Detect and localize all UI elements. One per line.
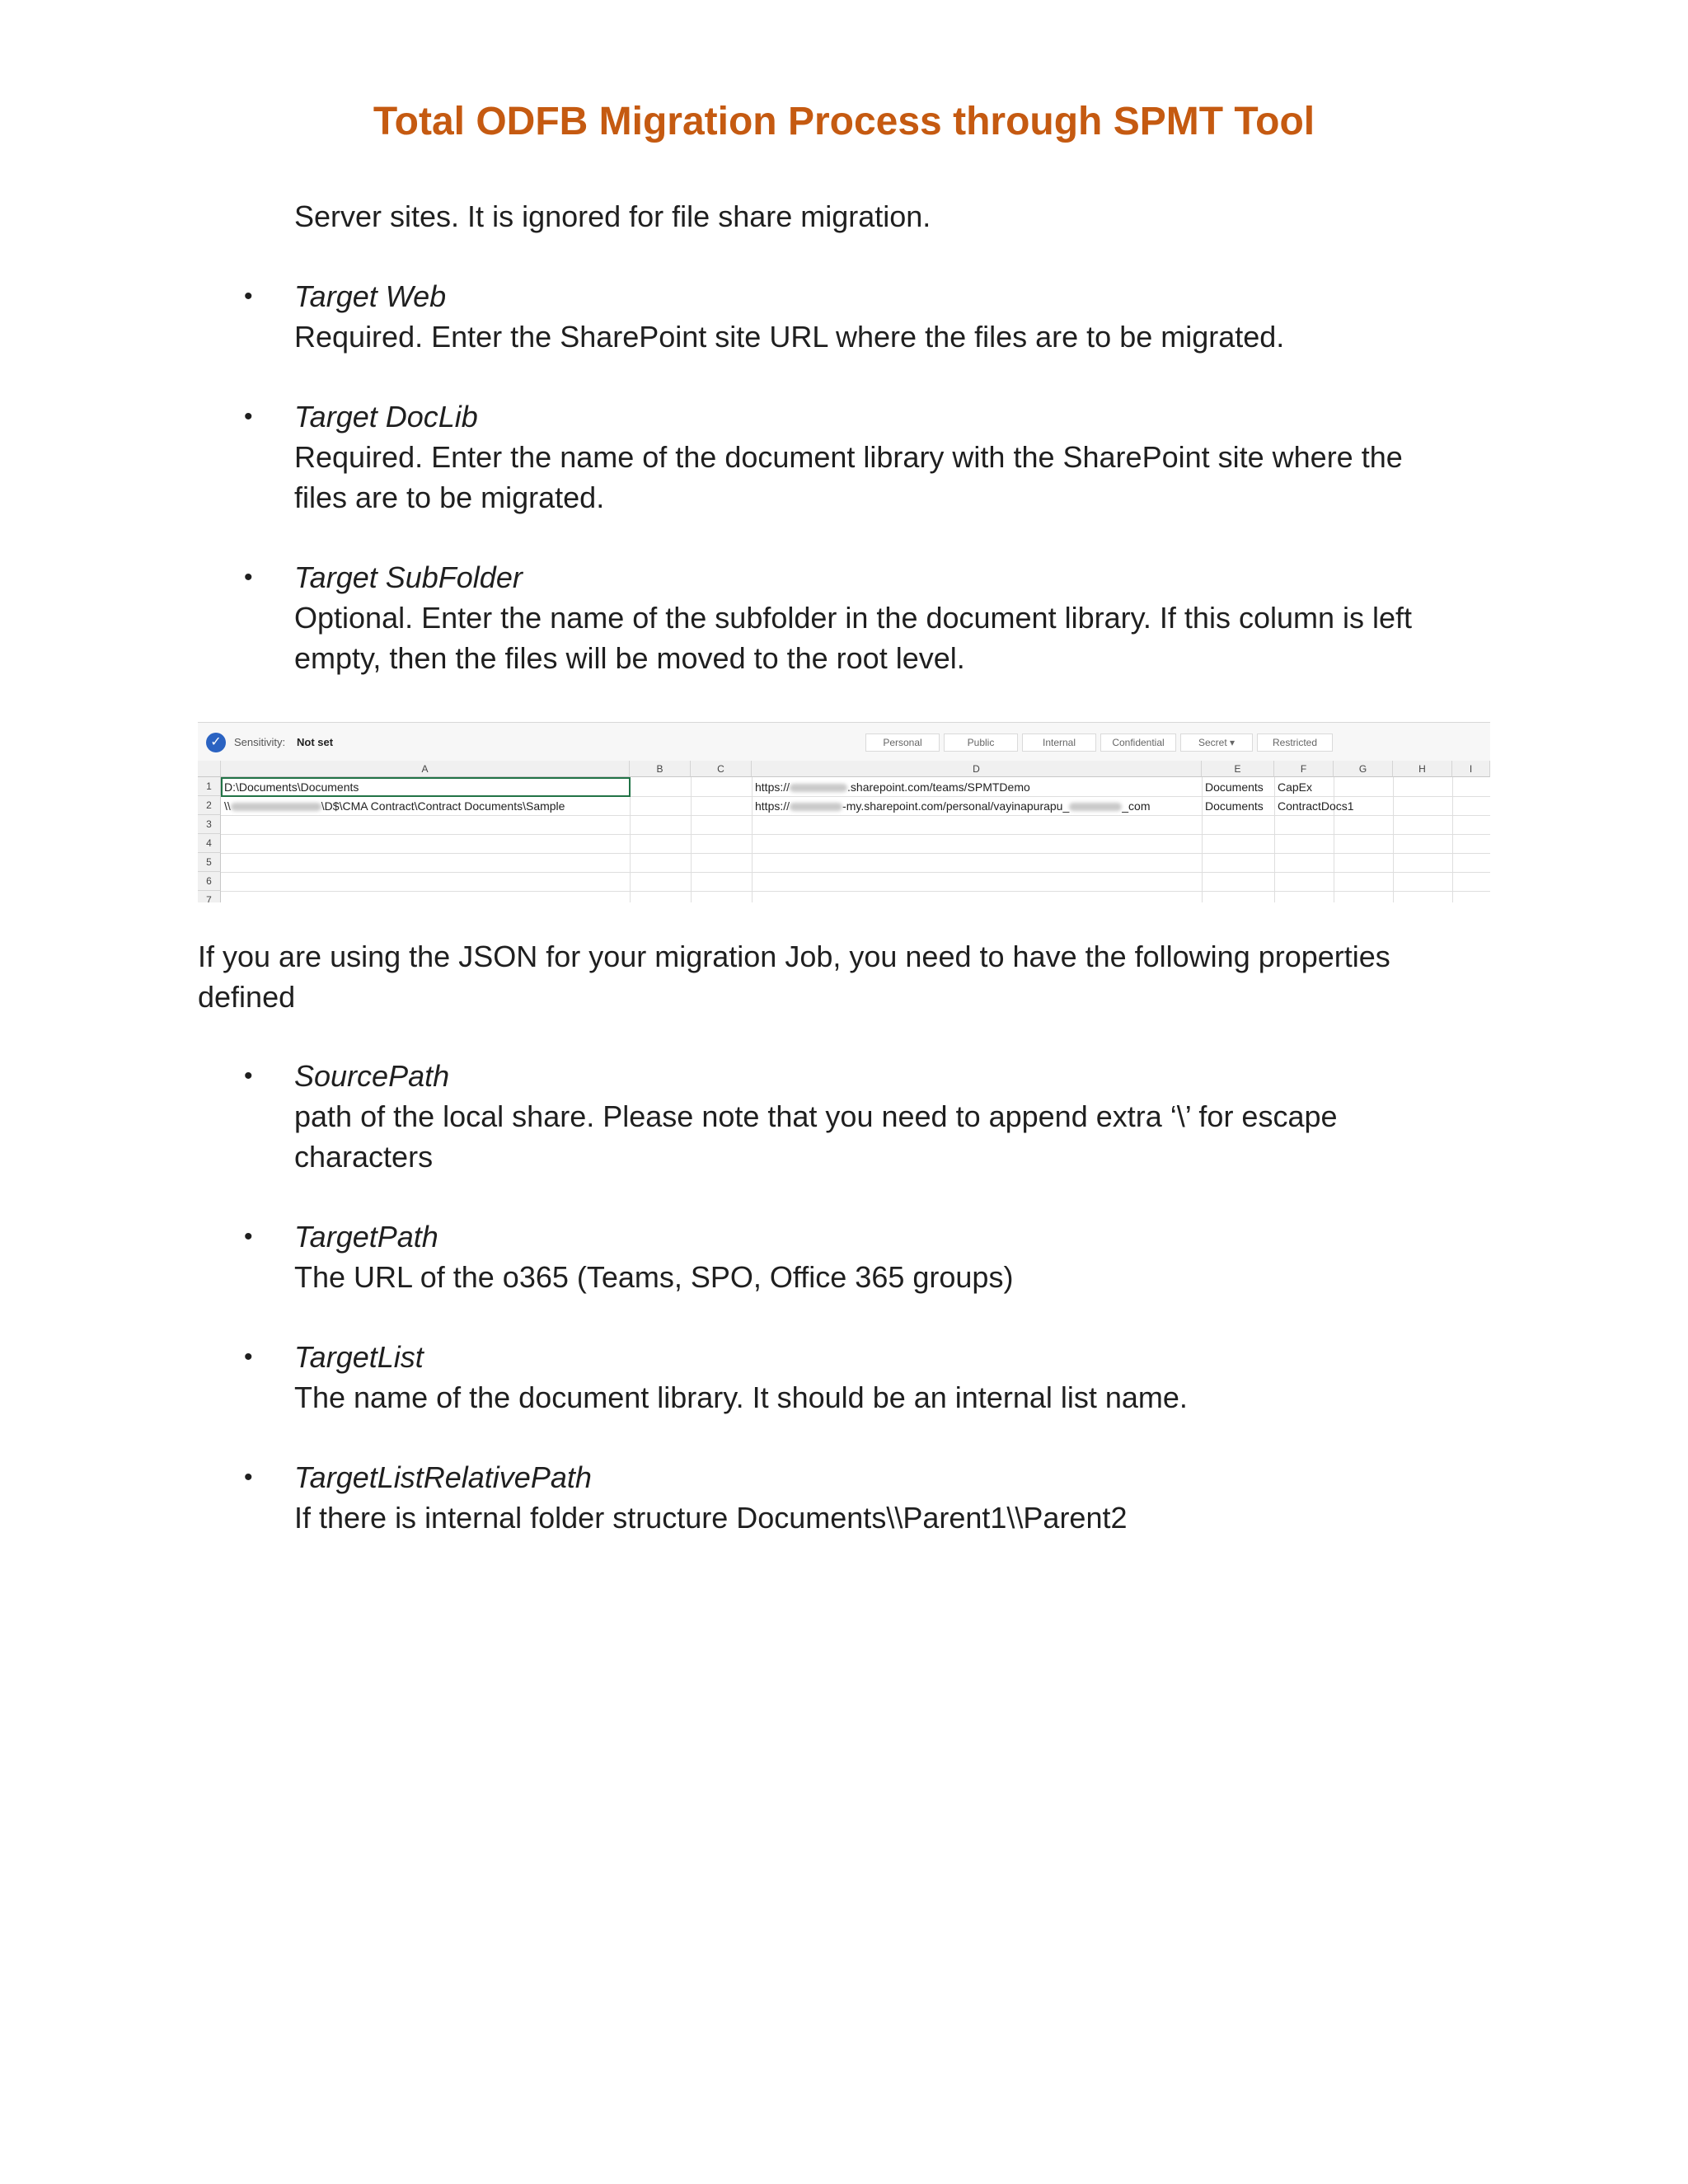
sensitivity-confidential-button[interactable]: Confidential: [1100, 733, 1176, 752]
field-description: empty, then the files will be moved to the root level.: [294, 641, 965, 675]
grid-line: [221, 815, 1490, 816]
cell-text: https://: [755, 799, 790, 813]
field-name: Target SubFolder: [294, 560, 523, 594]
field-description: characters: [294, 1140, 434, 1174]
row-header[interactable]: 1: [198, 777, 221, 796]
row-header[interactable]: 6: [198, 872, 221, 891]
check-shield-icon: ✓: [206, 733, 226, 752]
cell-d2[interactable]: [755, 797, 1151, 815]
row-header[interactable]: 4: [198, 834, 221, 853]
field-description: Required. Enter the name of the document library with the SharePoint site where the: [294, 440, 1403, 474]
column-header-e[interactable]: E: [1202, 761, 1274, 777]
redacted-blur: [231, 803, 321, 811]
field-description: files are to be migrated.: [294, 480, 605, 514]
column-header-f[interactable]: F: [1274, 761, 1334, 777]
column-header-g[interactable]: G: [1334, 761, 1393, 777]
field-name: SourcePath: [294, 1059, 450, 1093]
grid-line: [221, 853, 1490, 854]
cell-a2[interactable]: [224, 797, 565, 815]
page-title: Total ODFB Migration Process through SPMT Tool: [373, 100, 1315, 143]
cell-text: \\: [224, 799, 231, 813]
row-header[interactable]: 7: [198, 891, 221, 902]
bullet-marker: •: [244, 1464, 253, 1491]
cell-d1[interactable]: [755, 778, 1030, 796]
cell-e2[interactable]: Documents: [1205, 799, 1264, 813]
field-description: If there is internal folder structure Documents\\Parent1\\Parent2: [294, 1501, 1128, 1535]
field-name: Target DocLib: [294, 400, 478, 434]
sensitivity-secret-button[interactable]: [1180, 733, 1253, 752]
field-description: Optional. Enter the name of the subfolder in the document library. If this column is left: [294, 601, 1413, 635]
cell-text: .sharepoint.com/teams/SPMTDemo: [847, 780, 1030, 794]
sensitivity-bar: [198, 729, 1490, 756]
bullet-marker: •: [244, 564, 253, 591]
column-header-d[interactable]: D: [752, 761, 1202, 777]
spreadsheet-screenshot: [198, 722, 1490, 902]
cell-text: -my.sharepoint.com/personal/vayinapurapu_: [842, 799, 1070, 813]
cell-e1[interactable]: Documents: [1205, 780, 1264, 794]
grid-line: [221, 891, 1490, 892]
column-header-c[interactable]: C: [691, 761, 752, 777]
grid-line: [221, 834, 1490, 835]
sensitivity-value: Not set: [297, 736, 334, 748]
grid-line: [221, 872, 1490, 873]
column-header-a[interactable]: A: [221, 761, 630, 777]
spreadsheet-grid: [198, 761, 1490, 902]
field-description: path of the local share. Please note that you need to append extra ‘\’ for escape: [294, 1099, 1338, 1133]
field-description: The name of the document library. It should be an internal list name.: [294, 1380, 1188, 1414]
field-description: The URL of the o365 (Teams, SPO, Office 365 groups): [294, 1260, 1014, 1294]
cell-f2[interactable]: ContractDocs1: [1278, 799, 1354, 813]
column-header-i[interactable]: I: [1452, 761, 1490, 777]
bullet-marker: •: [244, 403, 253, 430]
cell-text: \D$\CMA Contract\Contract Documents\Sample: [321, 799, 565, 813]
select-all-corner[interactable]: [198, 761, 221, 777]
sensitivity-internal-button[interactable]: Internal: [1022, 733, 1096, 752]
field-name: TargetPath: [294, 1220, 438, 1254]
json-intro: defined: [198, 980, 296, 1014]
column-header-b[interactable]: B: [630, 761, 691, 777]
redacted-blur: [790, 784, 847, 792]
row-header[interactable]: 2: [198, 796, 221, 815]
cell-text: _com: [1122, 799, 1151, 813]
intro-continuation: Server sites. It is ignored for file share migration.: [294, 199, 931, 233]
sensitivity-label: Sensitivity:: [234, 736, 286, 748]
bullet-marker: •: [244, 1062, 253, 1090]
cell-a1[interactable]: D:\Documents\Documents: [224, 780, 359, 794]
json-intro: If you are using the JSON for your migration Job, you need to have the following properties: [198, 940, 1390, 973]
row-header[interactable]: 5: [198, 853, 221, 872]
cell-text: https://: [755, 780, 790, 794]
bullet-marker: •: [244, 1223, 253, 1250]
sensitivity-personal-button[interactable]: Personal: [865, 733, 940, 752]
column-header-h[interactable]: H: [1393, 761, 1452, 777]
field-name: TargetList: [294, 1340, 424, 1374]
bullet-marker: •: [244, 1343, 253, 1371]
field-name: Target Web: [294, 279, 447, 313]
sensitivity-public-button[interactable]: Public: [944, 733, 1018, 752]
cell-f1[interactable]: CapEx: [1278, 780, 1313, 794]
row-header[interactable]: 3: [198, 815, 221, 834]
bullet-marker: •: [244, 283, 253, 310]
sensitivity-secret-label: Secret: [1198, 737, 1227, 748]
sensitivity-restricted-button[interactable]: Restricted: [1257, 733, 1333, 752]
field-name: TargetListRelativePath: [294, 1460, 592, 1494]
chevron-down-icon: ▾: [1230, 737, 1236, 748]
redacted-blur: [1069, 803, 1122, 811]
redacted-blur: [790, 803, 842, 811]
field-description: Required. Enter the SharePoint site URL where the files are to be migrated.: [294, 320, 1285, 354]
